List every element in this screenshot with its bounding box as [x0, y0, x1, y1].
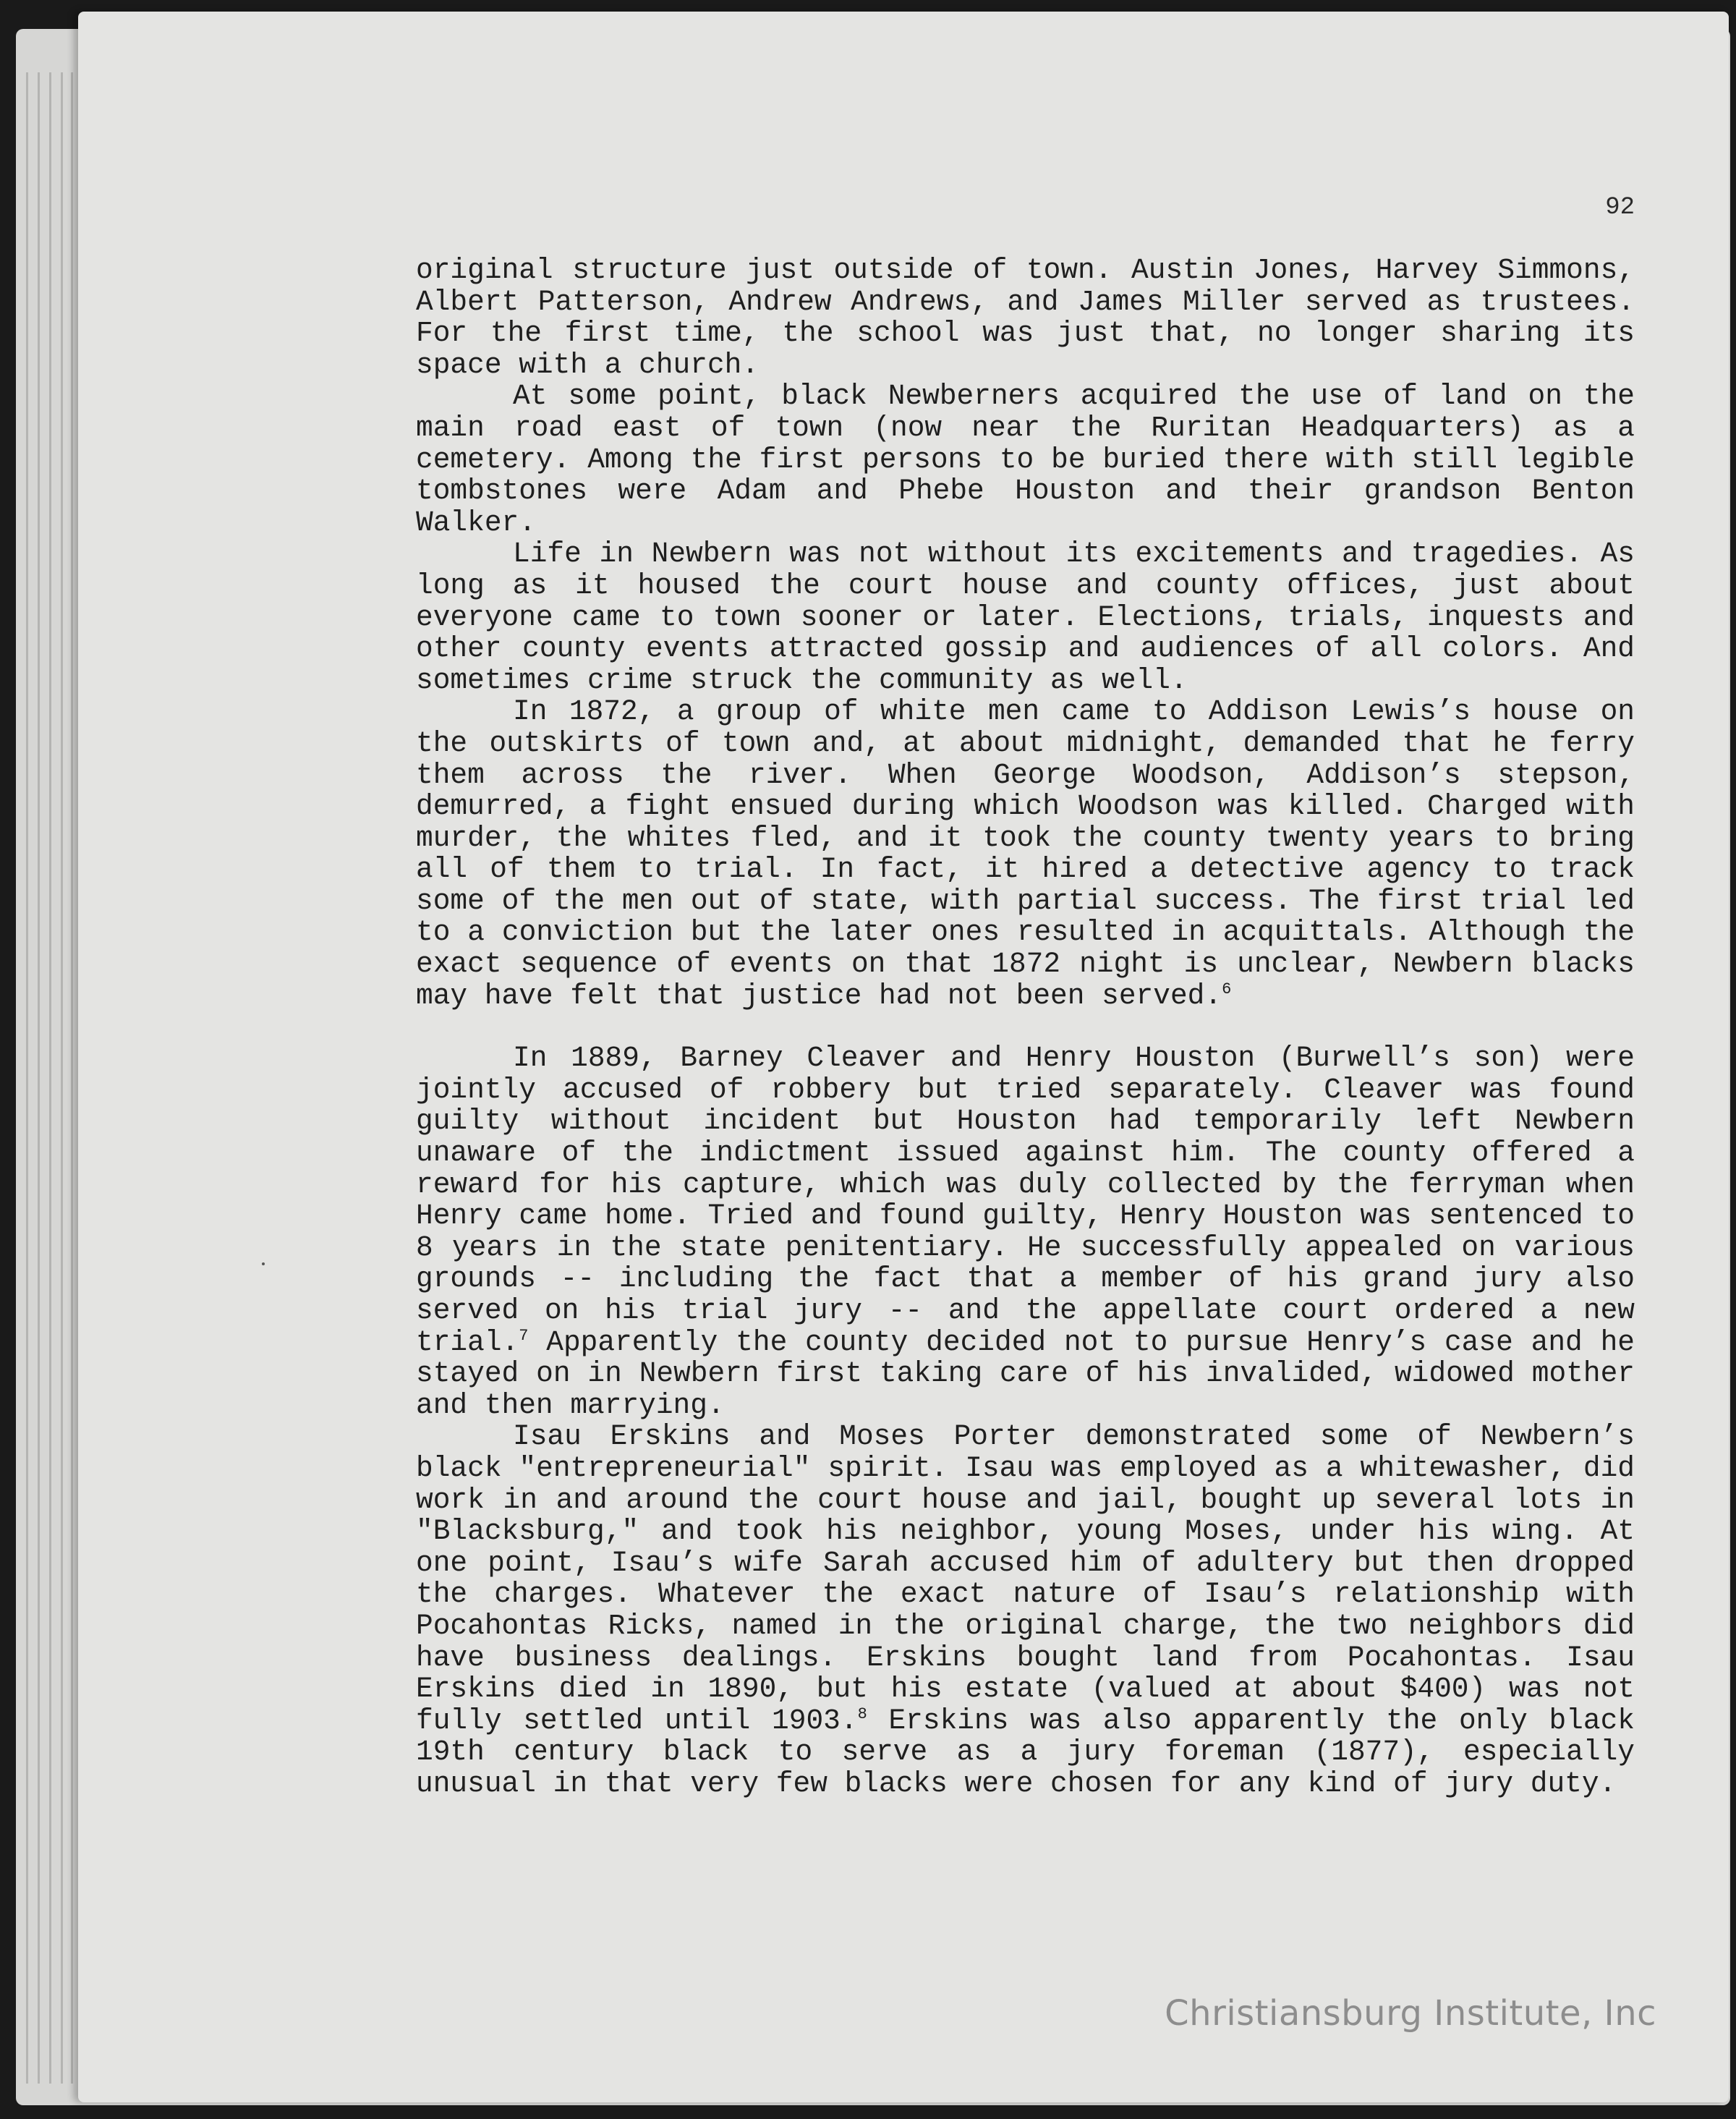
- paragraph-text: Life in Newbern was not without its excitements and tragedies. As long as it housed the court house and county offices, just about everyone came to town sooner or later. Elections, trials, inquests and other county events attracted gossip and audiences of all colors. And sometimes crime struck the community as well.: [416, 538, 1635, 697]
- paper-speck: [262, 1262, 265, 1265]
- footnote-marker: 6: [1222, 980, 1232, 998]
- page-edge-line: [49, 72, 51, 2084]
- footnote-marker: 8: [857, 1704, 867, 1723]
- page-edge-line: [38, 72, 40, 2084]
- footnote-marker: 7: [519, 1326, 529, 1345]
- watermark-text: Christiansburg Institute, Inc: [1165, 1993, 1656, 2034]
- page-number: 92: [1605, 194, 1635, 221]
- page-edge-line: [71, 72, 73, 2084]
- page-edge-line: [26, 72, 28, 2084]
- body-text: [416, 255, 1635, 1800]
- paragraph-text: original structure just outside of town. Austin Jones, Harvey Simmons, Albert Patterson, Andrew Andrews, and James Miller served as trustees. For the first time, the school was just that, no longer sharing its space with a church.: [416, 254, 1635, 381]
- paragraph-2: [416, 381, 1635, 538]
- paragraph-6: [416, 1421, 1635, 1799]
- paragraph-text-continued: Erskins was also apparently the only black 19th century black to serve as a jury foreman (1877), especially unusual in that very few blacks were chosen for any kind of jury duty.: [416, 1704, 1635, 1800]
- paragraph-1: [416, 255, 1635, 381]
- paragraph-text: In 1889, Barney Cleaver and Henry Houston (Burwell’s son) were jointly accused of robbery but tried separately. Cleaver was found guilty without incident but Houston had temporarily left Newbern unaware of the indictment issued against him. The county offered a reward for his capture, which was duly collected by the ferryman when Henry came home. Tried and found guilty, Henry Houston was sentenced to 8 years in the state penitentiary. He successfully appealed on various grounds -- including the fact that a member of his grand jury also served on his trial jury -- and the appellate court ordered a new trial.: [416, 1042, 1635, 1359]
- paragraph-5: [416, 1042, 1635, 1421]
- paragraph-3: [416, 538, 1635, 696]
- paragraph-text-continued: Apparently the county decided not to pursue Henry’s case and he stayed on in Newbern first taking care of his invalided, widowed mother and then marrying.: [416, 1325, 1635, 1422]
- paragraph-4: [416, 696, 1635, 1011]
- paragraph-text: At some point, black Newberners acquired the use of land on the main road east of town (now near the Ruritan Headquarters) as a cemetery. Among the first persons to be buried there with still legible tombstones were Adam and Phebe Houston and their grandson Benton Walker.: [416, 380, 1635, 539]
- paragraph-text: Isau Erskins and Moses Porter demonstrated some of Newbern’s black "entrepreneurial" spirit. Isau was employed as a whitewasher, did work in and around the court house and jail, bought up several lots in "Blacksburg," and took his neighbor, young Moses, under his wing. At one point, Isau’s wife Sarah accused him of adultery but then dropped the charges. Whatever the exact nature of Isau’s relationship with Pocahontas Ricks, named in the original charge, the two neighbors did have business dealings. Erskins bought land from Pocahontas. Isau Erskins died in 1890, but his estate (valued at about $400) was not fully settled until 1903.: [416, 1420, 1635, 1737]
- page-edge-line: [61, 72, 63, 2084]
- paragraph-text: In 1872, a group of white men came to Addison Lewis’s house on the outskirts of town and, at about midnight, demanded that he ferry them across the river. When George Woodson, Addison’s stepson, demurred, a fight ensued during which Woodson was killed. Charged with murder, the whites fled, and it took the county twenty years to bring all of them to trial. In fact, it hired a detective agency to track some of the men out of state, with partial success. The first trial led to a conviction but the later ones resulted in acquittals. Although the exact sequence of events on that 1872 night is unclear, Newbern blacks may have felt that justice had not been served.: [416, 695, 1635, 1012]
